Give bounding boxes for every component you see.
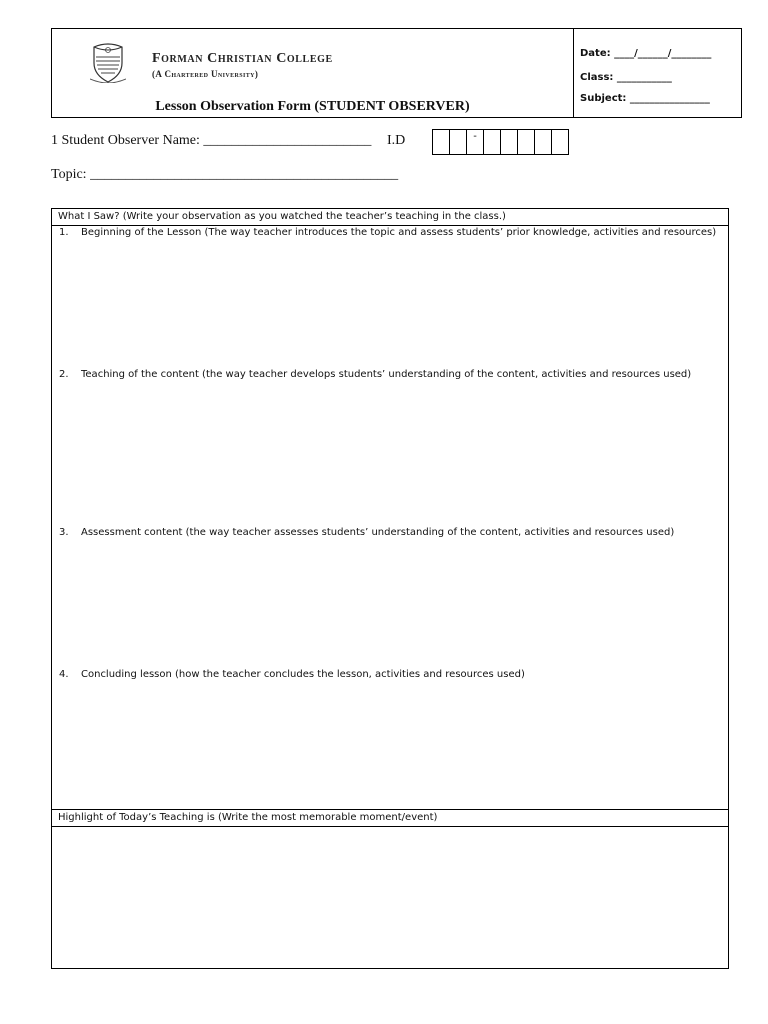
table-divider <box>52 809 728 810</box>
form-title: Lesson Observation Form (STUDENT OBSERVER) <box>155 99 470 114</box>
id-box[interactable] <box>500 129 518 155</box>
college-subtitle: (A Chartered University) <box>152 69 259 79</box>
section-number: 3. <box>59 527 69 538</box>
id-box[interactable] <box>483 129 501 155</box>
observation-table <box>51 208 729 969</box>
section-concluding[interactable] <box>52 669 728 683</box>
id-box[interactable] <box>551 129 569 155</box>
id-box[interactable] <box>534 129 552 155</box>
section-number: 2. <box>59 369 69 380</box>
id-box[interactable] <box>432 129 450 155</box>
section-number: 4. <box>59 669 69 680</box>
id-box[interactable] <box>449 129 467 155</box>
subject-field[interactable]: Subject: ________________ <box>580 93 710 104</box>
section-beginning[interactable] <box>52 227 728 241</box>
date-field[interactable]: Date: ____/______/________ <box>580 48 712 59</box>
section-assessment[interactable] <box>52 527 728 541</box>
table-divider <box>52 225 728 226</box>
section-teaching[interactable] <box>52 369 728 383</box>
college-name: Forman Christian College <box>152 51 333 66</box>
class-field[interactable]: Class: ___________ <box>580 72 672 83</box>
section-label: Teaching of the content (the way teacher develops students’ understanding of the content, activities and resources used) <box>81 369 692 380</box>
section-number: 1. <box>59 227 69 238</box>
table-header-text: What I Saw? (Write your observation as you watched the teacher’s teaching in the class.) <box>58 211 506 222</box>
college-header-panel <box>52 29 574 117</box>
highlight-answer-area[interactable] <box>52 827 728 967</box>
highlight-header-text: Highlight of Today’s Teaching is (Write the most memorable moment/event) <box>58 812 438 823</box>
id-box[interactable] <box>517 129 535 155</box>
section-label: Concluding lesson (how the teacher concludes the lesson, activities and resources used) <box>81 669 525 680</box>
topic-field[interactable]: Topic: ____________________________________________ <box>51 167 399 182</box>
observer-name-field[interactable]: 1 Student Observer Name: ________________________ <box>51 133 372 148</box>
form-header <box>51 28 742 118</box>
section-label: Beginning of the Lesson (The way teacher introduces the topic and assess students’ prior knowledge, activities and resources) <box>81 227 717 238</box>
college-crest-icon <box>90 41 126 83</box>
section-label: Assessment content (the way teacher assesses students’ understanding of the content, activities and resources used) <box>81 527 675 538</box>
id-box[interactable]: - <box>466 129 484 155</box>
id-input-boxes[interactable] <box>433 129 569 155</box>
id-label: I.D <box>387 133 406 148</box>
